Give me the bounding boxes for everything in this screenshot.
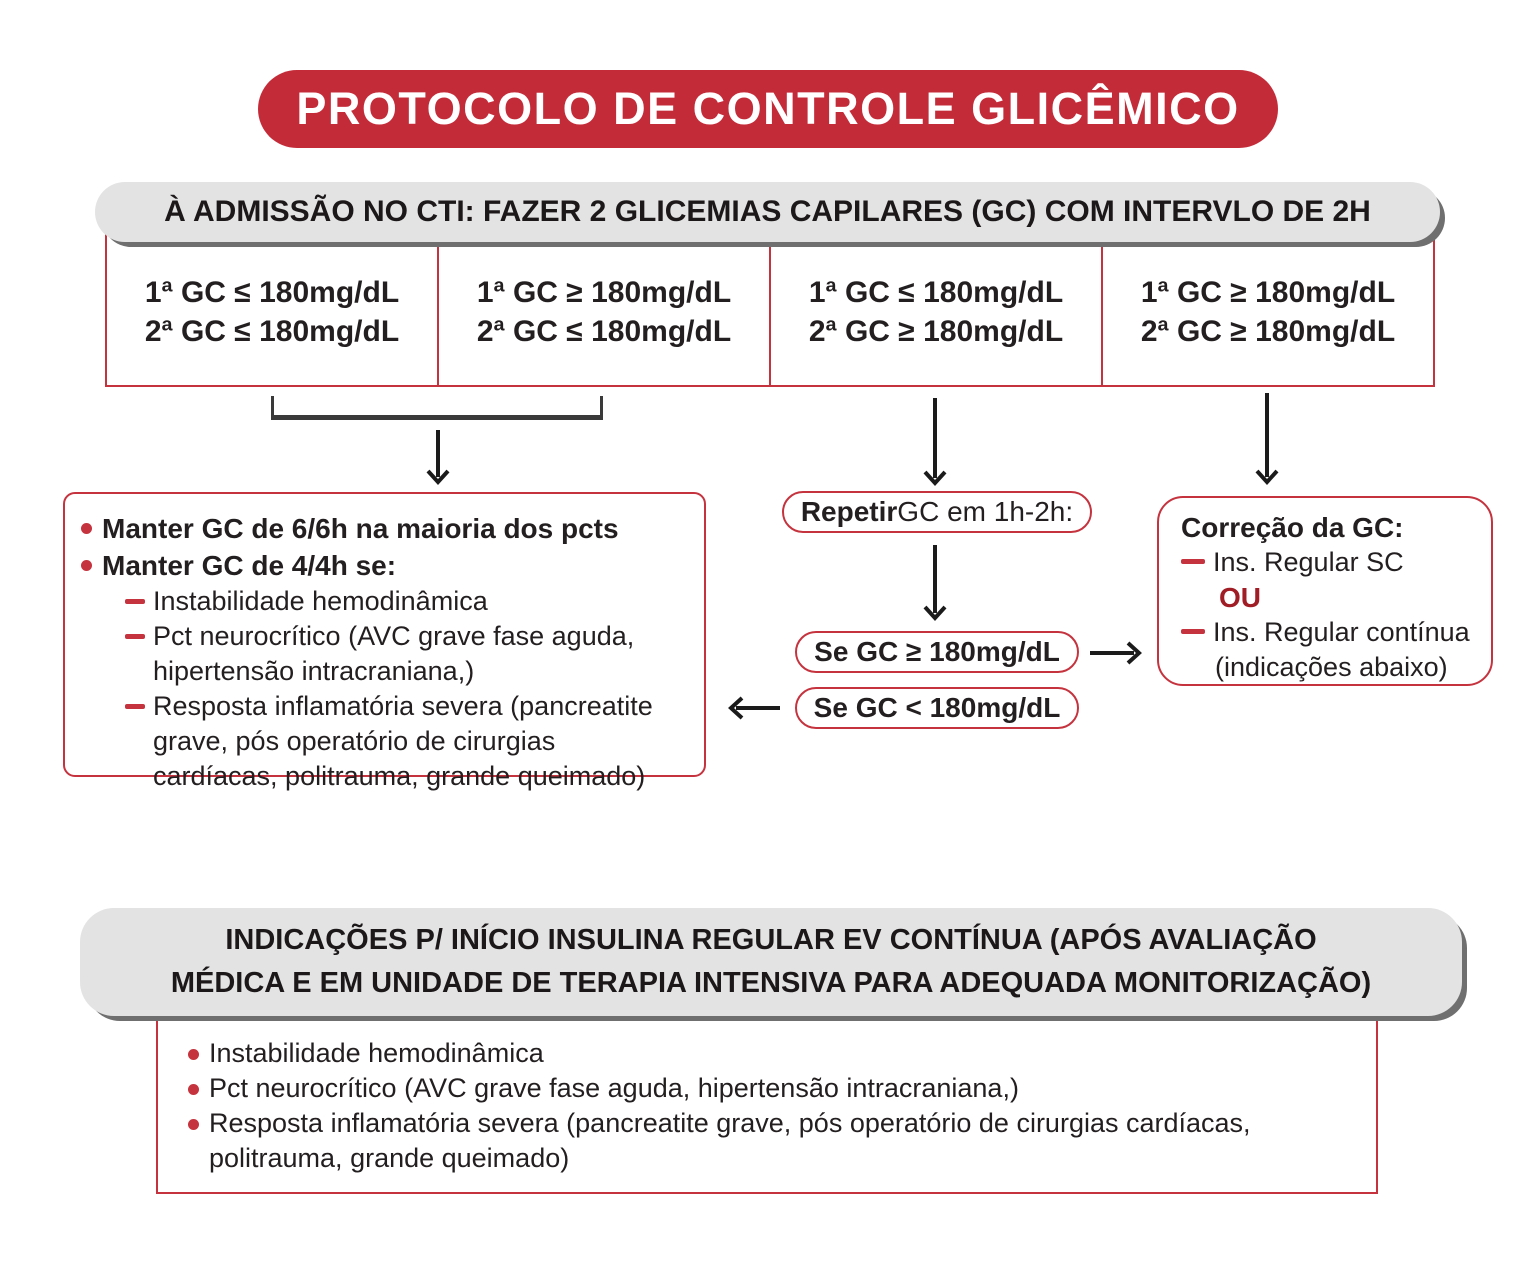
bracket-connector xyxy=(271,396,603,420)
maintain-sub-1 xyxy=(125,584,684,619)
dash-icon xyxy=(125,599,145,604)
gc-condition-grid xyxy=(105,232,1435,387)
maintain-bullet-1-text: Manter GC de 6/6h na maioria dos pcts xyxy=(102,513,619,544)
bullet-dot-icon xyxy=(188,1084,199,1095)
bullet-dot-icon xyxy=(81,560,92,571)
indication-item-3-text: Resposta inflamatória severa (pancreatite grave, pós operatório de cirurgias cardíacas, politrauma, grande queimado) xyxy=(209,1108,1251,1173)
title-banner xyxy=(258,70,1278,148)
gc-cell-4-line2: 2ª GC ≥ 180mg/dL xyxy=(1140,314,1396,348)
gc-lt-180-pill xyxy=(795,687,1079,729)
right-arrow-icon xyxy=(1090,640,1142,666)
gc-ge-180-text: Se GC ≥ 180mg/dL xyxy=(814,636,1060,667)
indication-item-1 xyxy=(186,1036,1352,1071)
down-arrow-icon xyxy=(1253,393,1281,485)
gc-cell-3-line1: 1ª GC ≤ 180mg/dL xyxy=(808,275,1064,309)
repeat-pill-rest: GC em 1h-2h: xyxy=(897,496,1074,527)
indications-banner-line1: INDICAÇÕES P/ INÍCIO INSULINA REGULAR EV CONTÍNUA (APÓS AVALIAÇÃO xyxy=(225,924,1317,956)
repeat-gc-pill xyxy=(782,491,1092,533)
gc-lt-180-text: Se GC < 180mg/dL xyxy=(813,692,1061,723)
maintain-sub-3-text: Resposta inflamatória severa (pancreatite grave, pós operatório de cirurgias cardíacas, politrauma, grande queimado) xyxy=(153,691,653,791)
correction-title: Correção da GC: xyxy=(1181,512,1404,543)
dash-icon xyxy=(125,704,145,709)
repeat-pill-bold: Repetir xyxy=(800,496,898,527)
gc-cell-4-line1: 1ª GC ≥ 180mg/dL xyxy=(1140,275,1396,309)
down-arrow-icon xyxy=(921,545,949,621)
gc-cell-2-line2: 2ª GC ≤ 180mg/dL xyxy=(476,314,732,348)
gc-cell-4 xyxy=(1101,232,1433,385)
left-arrow-icon xyxy=(728,695,780,721)
correction-box xyxy=(1157,496,1493,686)
down-arrow-icon xyxy=(424,430,452,485)
indication-item-2 xyxy=(186,1071,1352,1106)
bullet-dot-icon xyxy=(81,523,92,534)
bullet-dot-icon xyxy=(188,1049,199,1060)
gc-cell-3 xyxy=(769,232,1101,385)
gc-cell-1-line1: 1ª GC ≤ 180mg/dL xyxy=(144,275,400,309)
maintain-gc-box xyxy=(63,492,706,791)
dash-icon xyxy=(1181,629,1205,634)
gc-cell-1 xyxy=(107,232,437,385)
bullet-dot-icon xyxy=(188,1119,199,1130)
correction-item-2 xyxy=(1181,615,1477,650)
dash-icon xyxy=(1181,559,1205,564)
maintain-sub-2-text: Pct neurocrítico (AVC grave fase aguda, hipertensão intracraniana,) xyxy=(153,621,635,686)
correction-item-2-text: Ins. Regular contínua xyxy=(1213,617,1470,647)
indications-banner-line2: MÉDICA E EM UNIDADE DE TERAPIA INTENSIVA PARA ADEQUADA MONITORIZAÇÃO) xyxy=(170,967,1372,999)
maintain-bullet-2 xyxy=(79,547,684,584)
maintain-sub-2 xyxy=(125,619,684,689)
maintain-bullet-2-text: Manter GC de 4/4h se: xyxy=(102,550,397,581)
correction-item-1-text: Ins. Regular SC xyxy=(1213,547,1404,577)
down-arrow-icon xyxy=(921,398,949,486)
correction-item-2-note: (indicações abaixo) xyxy=(1215,652,1448,682)
dash-icon xyxy=(125,634,145,639)
indications-banner xyxy=(80,908,1462,1016)
gc-ge-180-pill xyxy=(795,631,1079,673)
indication-item-2-text: Pct neurocrítico (AVC grave fase aguda, hipertensão intracraniana,) xyxy=(209,1073,1019,1103)
correction-or-label: OU xyxy=(1219,582,1261,613)
admission-banner-text: À ADMISSÃO NO CTI: FAZER 2 GLICEMIAS CAPILARES (GC) COM INTERVLO DE 2H xyxy=(164,195,1371,228)
indication-item-1-text: Instabilidade hemodinâmica xyxy=(209,1038,544,1068)
maintain-bullet-1 xyxy=(79,510,684,547)
correction-item-1 xyxy=(1181,545,1477,580)
page-title: PROTOCOLO DE CONTROLE GLICÊMICO xyxy=(296,83,1240,134)
indications-box xyxy=(156,1004,1378,1194)
indication-item-3 xyxy=(186,1106,1352,1176)
gc-cell-2 xyxy=(437,232,769,385)
maintain-sub-1-text: Instabilidade hemodinâmica xyxy=(153,586,488,616)
gc-cell-3-line2: 2ª GC ≥ 180mg/dL xyxy=(808,314,1064,348)
gc-cell-2-line1: 1ª GC ≥ 180mg/dL xyxy=(476,275,732,309)
admission-banner xyxy=(95,182,1440,242)
gc-cell-1-line2: 2ª GC ≤ 180mg/dL xyxy=(144,314,400,348)
maintain-sub-3 xyxy=(125,689,684,794)
